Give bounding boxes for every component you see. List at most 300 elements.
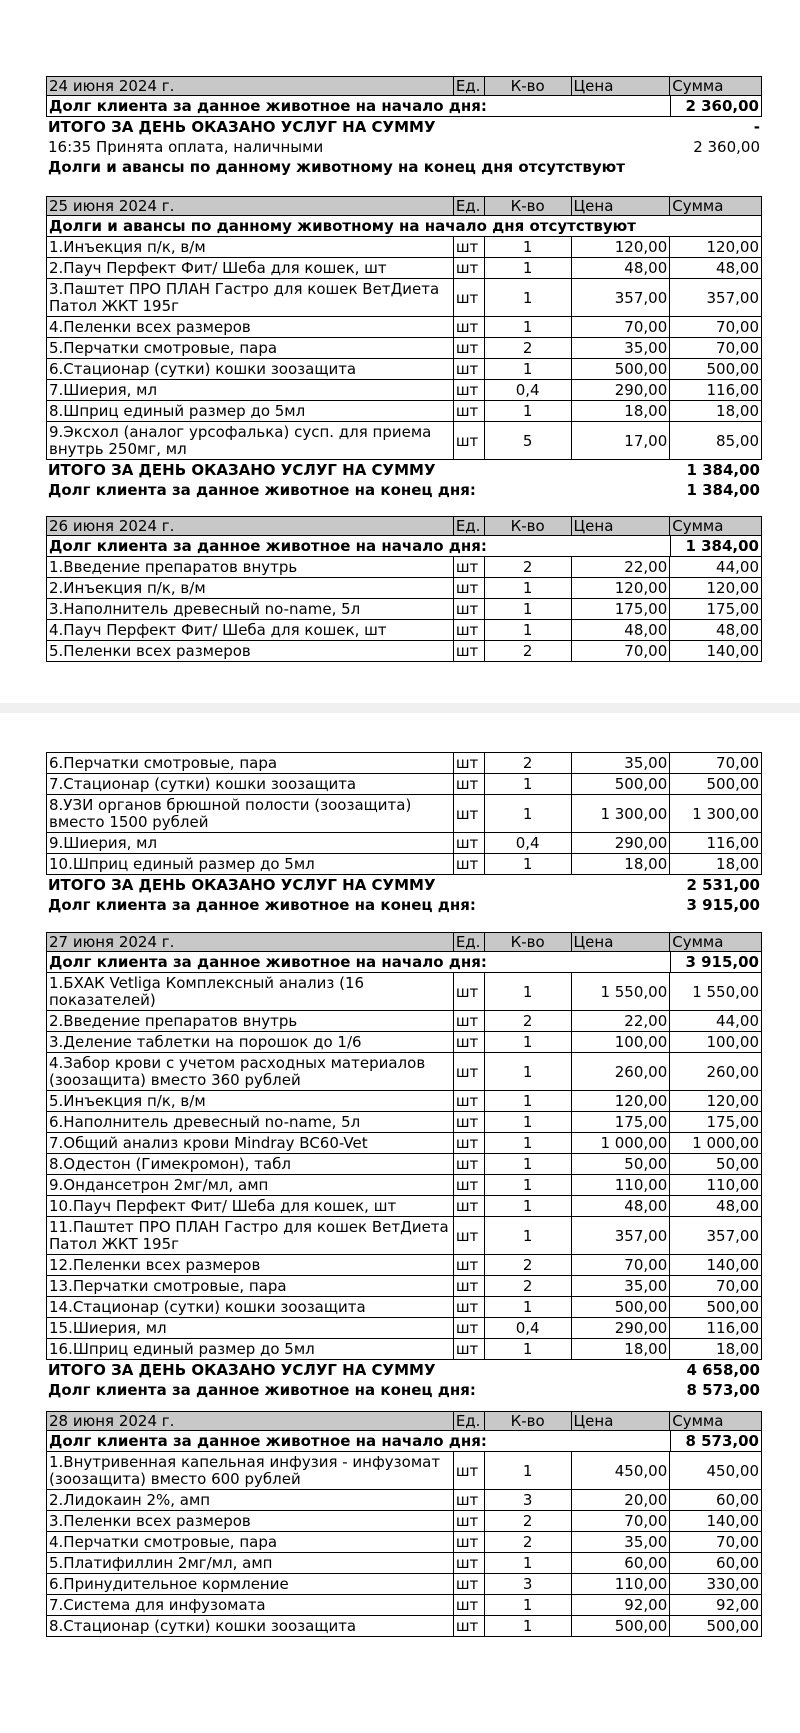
item-sum: 60,00 [716, 1491, 759, 1509]
item-price: 35,00 [572, 338, 671, 358]
item-price: 500,00 [572, 359, 671, 379]
item-qty: 1 [485, 1595, 572, 1615]
item-unit: шт [454, 1255, 485, 1275]
closing-balance-row [46, 1380, 762, 1400]
item-unit: шт [454, 1011, 485, 1031]
item-price: 1 000,00 [572, 1133, 671, 1153]
item-sum: 500,00 [706, 775, 759, 793]
item-qty: 1 [485, 854, 572, 874]
item-price: 20,00 [572, 1490, 671, 1510]
day-date: 25 июня 2024 г. [47, 197, 454, 215]
item-name: 9.Эксхол (аналог урсофалька) сусп. для приема внутрь 250мг, мл [47, 422, 454, 459]
item-sum: 70,00 [716, 1277, 759, 1295]
day-total-row [46, 460, 762, 480]
item-price: 35,00 [572, 1276, 671, 1296]
item-sum: 18,00 [716, 1340, 759, 1358]
table-row [46, 973, 762, 1011]
table-row [46, 1196, 762, 1217]
item-price: 70,00 [572, 1255, 671, 1275]
item-qty: 1 [485, 279, 572, 316]
item-price: 48,00 [572, 1196, 671, 1216]
item-unit: шт [454, 1318, 485, 1338]
item-price: 100,00 [572, 1032, 671, 1052]
qty-header: К-во [485, 933, 572, 951]
item-unit: шт [454, 1297, 485, 1317]
item-sum: 120,00 [706, 1092, 759, 1110]
item-sum: 50,00 [716, 1155, 759, 1173]
item-name: 8.УЗИ органов брюшной полости (зоозащита) вместо 1500 рублей [47, 795, 454, 832]
item-name: 8.Шприц единый размер до 5мл [47, 401, 454, 421]
item-qty: 2 [485, 641, 572, 661]
item-qty: 1 [485, 1297, 572, 1317]
item-price: 120,00 [572, 237, 671, 257]
qty-header: К-во [485, 1412, 572, 1430]
day-section-27 [46, 932, 762, 1400]
table-row [46, 1339, 762, 1360]
item-sum: 85,00 [716, 431, 759, 450]
item-price: 110,00 [572, 1175, 671, 1195]
item-price: 18,00 [572, 1339, 671, 1359]
item-qty: 1 [485, 1196, 572, 1216]
unit-header: Ед. [454, 1412, 485, 1430]
item-price: 70,00 [572, 317, 671, 337]
day-header [46, 932, 762, 952]
opening-balance-value: 8 573,00 [670, 1431, 761, 1451]
item-sum: 70,00 [716, 754, 759, 772]
item-unit: шт [454, 1532, 485, 1552]
table-row [46, 1511, 762, 1532]
item-price: 110,00 [572, 1574, 671, 1594]
item-qty: 1 [485, 1616, 572, 1636]
closing-balance-row [46, 895, 762, 915]
table-row [46, 1276, 762, 1297]
item-name: 2.Введение препаратов внутрь [47, 1011, 454, 1031]
item-sum: 18,00 [716, 402, 759, 420]
item-price: 48,00 [572, 620, 671, 640]
item-name: 3.Пеленки всех размеров [47, 1511, 454, 1531]
day-section-24 [46, 76, 762, 177]
item-sum: 175,00 [706, 1113, 759, 1131]
opening-balance-label: Долг клиента за данное животное на начало дня: [49, 537, 487, 555]
table-row [46, 854, 762, 875]
opening-balance-row [46, 952, 762, 973]
item-unit: шт [454, 1091, 485, 1111]
qty-header: К-во [485, 197, 572, 215]
opening-balance-value: 1 384,00 [670, 536, 761, 556]
item-unit: шт [454, 1511, 485, 1531]
item-sum: 140,00 [706, 642, 759, 660]
item-sum: 116,00 [706, 381, 759, 399]
sum-header: Сумма [672, 1412, 724, 1430]
item-sum: 92,00 [716, 1596, 759, 1614]
item-qty: 1 [485, 578, 572, 598]
item-qty: 1 [485, 1175, 572, 1195]
item-name: 13.Перчатки смотровые, пара [47, 1276, 454, 1296]
item-unit: шт [454, 258, 485, 278]
item-unit: шт [454, 1339, 485, 1359]
item-name: 11.Паштет ПРО ПЛАН Гастро для кошек ВетДиета Патол ЖКТ 195г [47, 1217, 454, 1254]
item-price: 260,00 [572, 1053, 671, 1090]
price-header: Цена [572, 77, 671, 95]
table-row [46, 1255, 762, 1276]
sum-header: Сумма [672, 933, 724, 951]
item-qty: 2 [485, 557, 572, 577]
item-sum: 330,00 [706, 1575, 759, 1593]
item-qty: 1 [485, 359, 572, 379]
item-qty: 1 [485, 1053, 572, 1090]
item-name: 3.Деление таблетки на порошок до 1/6 [47, 1032, 454, 1052]
table-row [46, 1091, 762, 1112]
day-total-value: 1 384,00 [686, 461, 760, 479]
item-unit: шт [454, 1553, 485, 1573]
item-qty: 3 [485, 1490, 572, 1510]
item-sum: 1 300,00 [692, 804, 759, 823]
item-name: 1.Инъекция п/к, в/м [47, 237, 454, 257]
unit-header: Ед. [454, 197, 485, 215]
item-price: 35,00 [572, 1532, 671, 1552]
opening-balance-row [46, 216, 762, 237]
item-price: 290,00 [572, 833, 671, 853]
opening-balance-row [46, 96, 762, 117]
day-total-row [46, 1360, 762, 1380]
item-sum: 500,00 [706, 1617, 759, 1635]
item-price: 35,00 [572, 753, 671, 773]
item-name: 7.Шиерия, мл [47, 380, 454, 400]
item-price: 450,00 [572, 1452, 671, 1489]
table-row [46, 1532, 762, 1553]
table-row [46, 1490, 762, 1511]
item-unit: шт [454, 1217, 485, 1254]
item-unit: шт [454, 854, 485, 874]
qty-header: К-во [485, 77, 572, 95]
item-price: 500,00 [572, 1297, 671, 1317]
table-row [46, 317, 762, 338]
item-price: 357,00 [572, 279, 671, 316]
closing-balance-label: Долг клиента за данное животное на конец дня: [48, 1381, 476, 1399]
item-name: 8.Стационар (сутки) кошки зоозащита [47, 1616, 454, 1636]
table-row [46, 1318, 762, 1339]
item-sum: 116,00 [706, 1319, 759, 1337]
item-sum: 48,00 [716, 1197, 759, 1215]
table-row [46, 620, 762, 641]
item-sum: 18,00 [716, 855, 759, 873]
item-unit: шт [454, 641, 485, 661]
day-total-value: - [753, 118, 760, 136]
table-row [46, 1297, 762, 1318]
table-row [46, 641, 762, 662]
item-price: 290,00 [572, 1318, 671, 1338]
item-qty: 1 [485, 401, 572, 421]
item-name: 1.Введение препаратов внутрь [47, 557, 454, 577]
table-row [46, 1053, 762, 1091]
item-qty: 1 [485, 795, 572, 832]
item-unit: шт [454, 557, 485, 577]
table-row [46, 258, 762, 279]
item-price: 1 300,00 [572, 795, 671, 832]
sum-header: Сумма [672, 197, 724, 215]
day-total-value: 2 531,00 [686, 876, 760, 894]
item-qty: 5 [485, 422, 572, 459]
opening-balance-label: Долг клиента за данное животное на начало дня: [49, 1432, 487, 1450]
day-section-28 [46, 1411, 762, 1637]
item-qty: 1 [485, 1452, 572, 1489]
item-qty: 1 [485, 1553, 572, 1573]
table-row [46, 599, 762, 620]
item-unit: шт [454, 422, 485, 459]
closing-balance-label: Долг клиента за данное животное на конец дня: [48, 896, 476, 914]
day-total-row [46, 875, 762, 895]
item-price: 357,00 [572, 1217, 671, 1254]
item-qty: 1 [485, 237, 572, 257]
item-qty: 1 [485, 1339, 572, 1359]
item-name: 4.Пеленки всех размеров [47, 317, 454, 337]
table-row [46, 422, 762, 460]
day-section-26-continued [46, 752, 762, 915]
item-sum: 120,00 [706, 238, 759, 256]
item-price: 70,00 [572, 641, 671, 661]
closing-balance-value: 1 384,00 [686, 481, 760, 499]
item-qty: 2 [485, 753, 572, 773]
table-row [46, 557, 762, 578]
day-date: 27 июня 2024 г. [47, 933, 454, 951]
item-unit: шт [454, 1196, 485, 1216]
day-total-row [46, 117, 762, 137]
day-total-label: ИТОГО ЗА ДЕНЬ ОКАЗАНО УСЛУГ НА СУММУ [48, 1361, 436, 1379]
closing-balance-value: 3 915,00 [686, 896, 760, 914]
item-sum: 48,00 [716, 621, 759, 639]
item-sum: 70,00 [716, 318, 759, 336]
table-row [46, 795, 762, 833]
item-name: 15.Шиерия, мл [47, 1318, 454, 1338]
table-row [46, 1175, 762, 1196]
item-price: 120,00 [572, 578, 671, 598]
item-price: 22,00 [572, 1011, 671, 1031]
day-section-25 [46, 196, 762, 500]
item-qty: 1 [485, 258, 572, 278]
table-row [46, 338, 762, 359]
item-unit: шт [454, 1452, 485, 1489]
item-qty: 2 [485, 1511, 572, 1531]
item-price: 60,00 [572, 1553, 671, 1573]
item-name: 5.Пеленки всех размеров [47, 641, 454, 661]
opening-balance-row [46, 1431, 762, 1452]
statement-page-2 [0, 713, 800, 1733]
day-header [46, 516, 762, 536]
item-price: 18,00 [572, 401, 671, 421]
item-name: 6.Перчатки смотровые, пара [47, 753, 454, 773]
item-sum: 500,00 [706, 360, 759, 378]
item-sum: 70,00 [716, 1533, 759, 1551]
day-total-label: ИТОГО ЗА ДЕНЬ ОКАЗАНО УСЛУГ НА СУММУ [48, 876, 436, 894]
item-sum: 357,00 [706, 288, 759, 307]
price-header: Цена [572, 1412, 671, 1430]
closing-balance-row [46, 480, 762, 500]
item-name: 1.Внутривенная капельная инфузия - инфузомат (зоозащита) вместо 600 рублей [47, 1452, 454, 1489]
item-sum: 175,00 [706, 600, 759, 618]
item-qty: 1 [485, 774, 572, 794]
item-sum: 500,00 [706, 1298, 759, 1316]
payment-row [46, 137, 762, 157]
item-name: 9.Шиерия, мл [47, 833, 454, 853]
item-qty: 2 [485, 1532, 572, 1552]
item-qty: 1 [485, 1154, 572, 1174]
item-name: 10.Пауч Перфект Фит/ Шеба для кошек, шт [47, 1196, 454, 1216]
item-price: 17,00 [572, 422, 671, 459]
closing-balance-label: Долги и авансы по данному животному на конец дня отсутствуют [48, 158, 625, 176]
opening-balance-label: Долг клиента за данное животное на начало дня: [49, 97, 487, 115]
unit-header: Ед. [454, 933, 485, 951]
table-row [46, 1133, 762, 1154]
item-name: 4.Забор крови с учетом расходных материалов (зоозащита) вместо 360 рублей [47, 1053, 454, 1090]
item-sum: 1 000,00 [692, 1134, 759, 1152]
price-header: Цена [572, 933, 671, 951]
item-unit: шт [454, 1175, 485, 1195]
table-row [46, 237, 762, 258]
opening-balance-value: 2 360,00 [670, 96, 761, 116]
item-qty: 1 [485, 620, 572, 640]
item-unit: шт [454, 753, 485, 773]
price-header: Цена [572, 197, 671, 215]
table-row [46, 1574, 762, 1595]
item-sum: 140,00 [706, 1512, 759, 1530]
item-sum: 70,00 [716, 339, 759, 357]
item-unit: шт [454, 774, 485, 794]
item-unit: шт [454, 1574, 485, 1594]
table-row [46, 833, 762, 854]
table-row [46, 1011, 762, 1032]
opening-balance-label: Долг клиента за данное животное на начало дня: [49, 953, 487, 971]
item-qty: 1 [485, 1032, 572, 1052]
table-row [46, 1553, 762, 1574]
item-price: 290,00 [572, 380, 671, 400]
item-qty: 0,4 [485, 380, 572, 400]
item-price: 92,00 [572, 1595, 671, 1615]
item-qty: 1 [485, 973, 572, 1010]
item-name: 12.Пеленки всех размеров [47, 1255, 454, 1275]
item-qty: 1 [485, 599, 572, 619]
day-date: 28 июня 2024 г. [47, 1412, 454, 1430]
opening-balance-row [46, 536, 762, 557]
item-name: 10.Шприц единый размер до 5мл [47, 854, 454, 874]
sum-header: Сумма [672, 517, 724, 535]
table-row [46, 774, 762, 795]
day-header [46, 76, 762, 96]
item-price: 22,00 [572, 557, 671, 577]
item-name: 2.Пауч Перфект Фит/ Шеба для кошек, шт [47, 258, 454, 278]
day-date: 24 июня 2024 г. [47, 77, 454, 95]
table-row [46, 1032, 762, 1053]
item-unit: шт [454, 338, 485, 358]
item-unit: шт [454, 1490, 485, 1510]
item-price: 48,00 [572, 258, 671, 278]
item-price: 1 550,00 [572, 973, 671, 1010]
item-unit: шт [454, 1112, 485, 1132]
item-unit: шт [454, 237, 485, 257]
price-header: Цена [572, 517, 671, 535]
item-unit: шт [454, 1276, 485, 1296]
item-name: 3.Паштет ПРО ПЛАН Гастро для кошек ВетДиета Патол ЖКТ 195г [47, 279, 454, 316]
item-unit: шт [454, 620, 485, 640]
item-name: 5.Перчатки смотровые, пара [47, 338, 454, 358]
table-row [46, 1217, 762, 1255]
item-name: 7.Стационар (сутки) кошки зоозащита [47, 774, 454, 794]
item-sum: 450,00 [706, 1461, 759, 1480]
item-unit: шт [454, 279, 485, 316]
item-unit: шт [454, 317, 485, 337]
item-sum: 48,00 [716, 259, 759, 277]
item-sum: 1 550,00 [692, 982, 759, 1001]
item-qty: 3 [485, 1574, 572, 1594]
item-price: 120,00 [572, 1091, 671, 1111]
day-total-value: 4 658,00 [686, 1361, 760, 1379]
item-sum: 100,00 [706, 1033, 759, 1051]
day-date: 26 июня 2024 г. [47, 517, 454, 535]
payment-value: 2 360,00 [693, 138, 760, 156]
item-sum: 110,00 [706, 1176, 759, 1194]
item-price: 500,00 [572, 774, 671, 794]
item-price: 18,00 [572, 854, 671, 874]
item-unit: шт [454, 1133, 485, 1153]
day-header [46, 196, 762, 216]
item-unit: шт [454, 795, 485, 832]
item-unit: шт [454, 1053, 485, 1090]
item-name: 2.Инъекция п/к, в/м [47, 578, 454, 598]
item-unit: шт [454, 1154, 485, 1174]
item-sum: 60,00 [716, 1554, 759, 1572]
item-name: 7.Система для инфузомата [47, 1595, 454, 1615]
item-sum: 140,00 [706, 1256, 759, 1274]
page-break [0, 703, 800, 713]
item-name: 4.Пауч Перфект Фит/ Шеба для кошек, шт [47, 620, 454, 640]
table-row [46, 359, 762, 380]
item-name: 14.Стационар (сутки) кошки зоозащита [47, 1297, 454, 1317]
table-row [46, 578, 762, 599]
item-name: 6.Стационар (сутки) кошки зоозащита [47, 359, 454, 379]
statement-page-1 [0, 0, 800, 703]
item-name: 1.БХАК Vetliga Комплексный анализ (16 показателей) [47, 973, 454, 1010]
table-row [46, 752, 762, 774]
item-qty: 0,4 [485, 1318, 572, 1338]
table-row [46, 1154, 762, 1175]
item-qty: 2 [485, 1011, 572, 1031]
item-qty: 1 [485, 1217, 572, 1254]
item-sum: 44,00 [716, 1012, 759, 1030]
item-name: 16.Шприц единый размер до 5мл [47, 1339, 454, 1359]
closing-balance-value: 8 573,00 [686, 1381, 760, 1399]
item-unit: шт [454, 973, 485, 1010]
table-row [46, 380, 762, 401]
unit-header: Ед. [454, 77, 485, 95]
day-section-26 [46, 516, 762, 662]
item-unit: шт [454, 1616, 485, 1636]
table-row [46, 1595, 762, 1616]
payment-text: 16:35 Принята оплата, наличными [48, 138, 324, 156]
opening-balance-label: Долги и авансы по данному животному на начало дня отсутствуют [49, 217, 636, 235]
item-sum: 357,00 [706, 1226, 759, 1245]
item-price: 500,00 [572, 1616, 671, 1636]
opening-balance-value: 3 915,00 [670, 952, 761, 972]
item-price: 50,00 [572, 1154, 671, 1174]
item-price: 70,00 [572, 1511, 671, 1531]
table-row [46, 1112, 762, 1133]
item-name: 2.Лидокаин 2%, амп [47, 1490, 454, 1510]
closing-balance-label: Долг клиента за данное животное на конец дня: [48, 481, 476, 499]
item-qty: 2 [485, 1276, 572, 1296]
item-sum: 116,00 [706, 834, 759, 852]
item-qty: 2 [485, 1255, 572, 1275]
item-name: 6.Принудительное кормление [47, 1574, 454, 1594]
item-qty: 1 [485, 1112, 572, 1132]
